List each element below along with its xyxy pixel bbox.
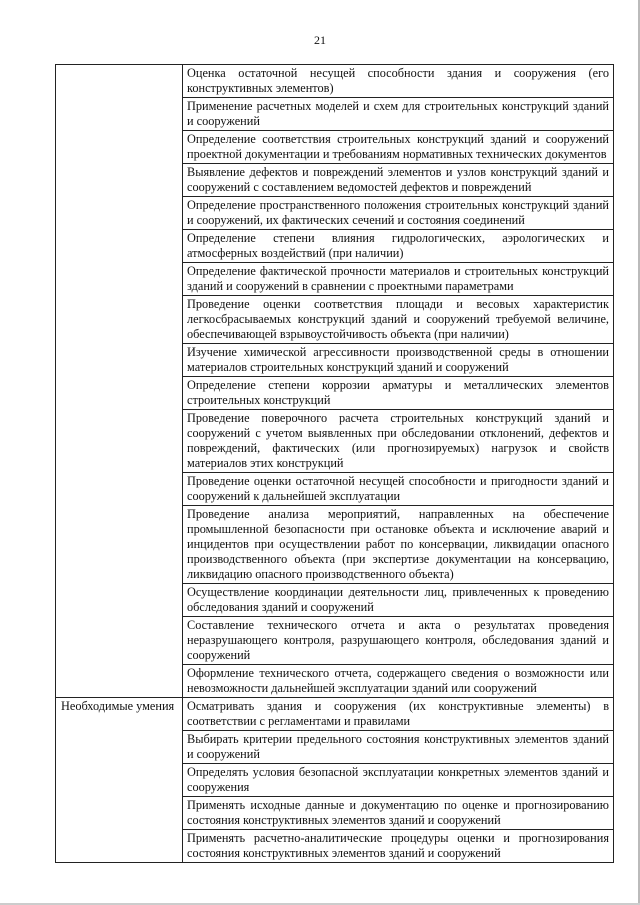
table-cell-item: Определение пространственного положения строительных конструкций зданий и сооружений, их фактических сечений и состояния соединений — [183, 197, 614, 230]
table-cell-item: Проведение оценки остаточной несущей способности и пригодности зданий и сооружений к дальнейшей эксплуатации — [183, 473, 614, 506]
table-cell-item: Оформление технического отчета, содержащего сведения о возможности или невозможности дальнейшей эксплуатации зданий или сооружений — [183, 665, 614, 698]
table-cell-item: Применение расчетных моделей и схем для строительных конструкций зданий и сооружений — [183, 98, 614, 131]
requirements-table — [55, 64, 614, 863]
table-cell-item: Проведение анализа мероприятий, направленных на обеспечение промышленной безопасности при остановке объекта и исключение аварий и инцидентов при осуществлении работ по консервации, ликвидации опасного производственного объекта (при экспертизе документации на консервацию, ликвидацию опасного производственного объекта) — [183, 506, 614, 584]
table-cell-item: Определение степени коррозии арматуры и металлических элементов строительных конструкций — [183, 377, 614, 410]
table-cell-item: Осматривать здания и сооружения (их конструктивные элементы) в соответствии с регламентами и правилами — [183, 698, 614, 731]
section-label — [56, 65, 183, 698]
table-cell-item: Составление технического отчета и акта о результатах проведения неразрушающего контроля, разрушающего контроля, обследования зданий и сооружений — [183, 617, 614, 665]
table-cell-item: Изучение химической агрессивности производственной среды в отношении материалов строительных конструкций зданий и сооружений — [183, 344, 614, 377]
section-label: Необходимые умения — [56, 698, 183, 863]
table-cell-item: Применять исходные данные и документацию по оценке и прогнозированию состояния конструктивных элементов зданий и сооружений — [183, 797, 614, 830]
table-cell-item: Проведение оценки соответствия площади и весовых характеристик легкосбрасываемых конструкций зданий и сооружений требуемой величине, обеспечивающей взрывоустойчивость объекта (при наличии) — [183, 296, 614, 344]
table-cell-item: Определение соответствия строительных конструкций зданий и сооружений проектной документации и требованиям нормативных технических документов — [183, 131, 614, 164]
table-cell-item: Определение степени влияния гидрологических, аэрологических и атмосферных воздействий (при наличии) — [183, 230, 614, 263]
table-row — [56, 65, 614, 98]
table-cell-item: Определять условия безопасной эксплуатации конкретных элементов зданий и сооружения — [183, 764, 614, 797]
table-cell-item: Оценка остаточной несущей способности здания и сооружения (его конструктивных элементов) — [183, 65, 614, 98]
page-number: 21 — [314, 33, 326, 47]
table-cell-item: Осуществление координации деятельности лиц, привлеченных к проведению обследования зданий и сооружений — [183, 584, 614, 617]
table-cell-item: Выявление дефектов и повреждений элементов и узлов конструкций зданий и сооружений с составлением ведомостей дефектов и повреждений — [183, 164, 614, 197]
table-cell-item: Определение фактической прочности материалов и строительных конструкций зданий и сооружений в сравнении с проектными параметрами — [183, 263, 614, 296]
table-cell-item: Применять расчетно-аналитические процедуры оценки и прогнозирования состояния конструктивных элементов зданий и сооружений — [183, 830, 614, 863]
table-row — [56, 698, 614, 731]
table-cell-item: Проведение поверочного расчета строительных конструкций зданий и сооружений с учетом выявленных при обследовании отклонений, дефектов и повреждений, фактических (или прогнозируемых) нагрузок и свойств материалов этих конструкций — [183, 410, 614, 473]
table-cell-item: Выбирать критерии предельного состояния конструктивных элементов зданий и сооружений — [183, 731, 614, 764]
